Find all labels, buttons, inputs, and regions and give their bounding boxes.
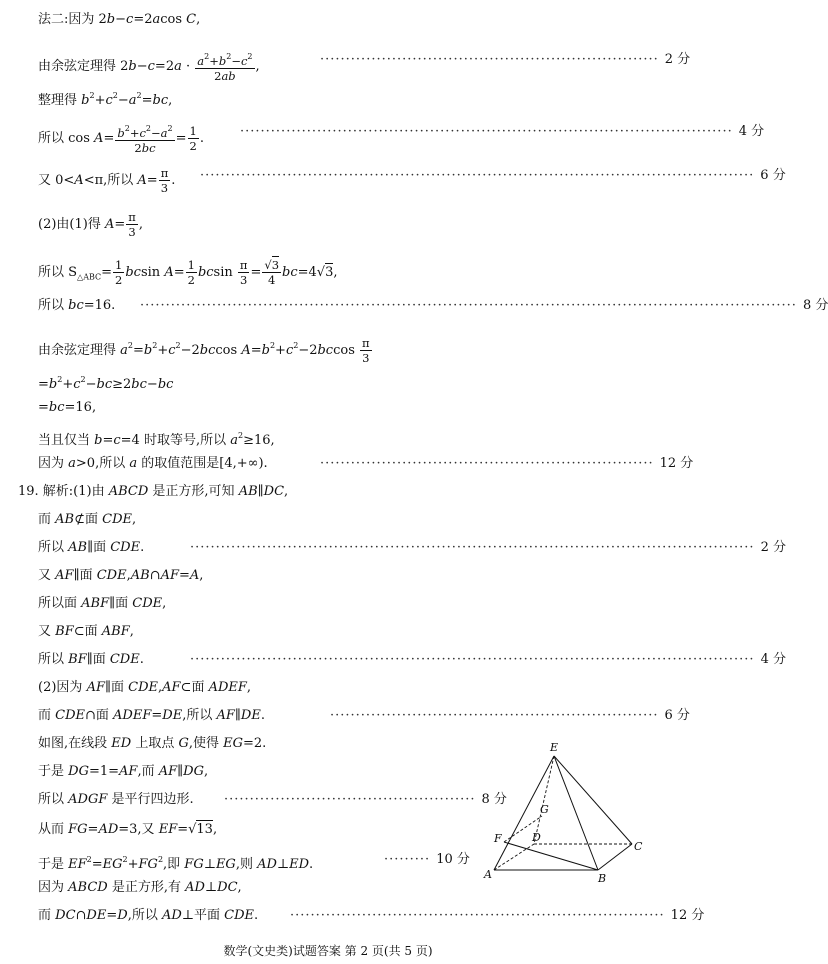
solution-line [38, 400, 96, 416]
solution-line [38, 428, 275, 449]
solution-line [38, 680, 251, 696]
solution-line [38, 764, 208, 780]
pyramid-figure [476, 740, 646, 890]
label-G: G [540, 803, 549, 816]
solution-line [38, 736, 266, 752]
line-text: 又 BF⊂面 ABF, [38, 624, 134, 639]
line-text: 所以 bc=16. [38, 298, 116, 313]
line-text: 而 CDE∩面 ADEF=DE,所以 AF∥DE. [38, 708, 265, 723]
score-points: 12 分 [670, 908, 705, 923]
line-text: 所以 ADGF 是平行四边形. [38, 792, 194, 807]
line-text: 所以 cos A= $\frac{b^2+c^2-a^2}{2bc}$ = $\frac{1}{2}$ . [38, 124, 204, 155]
solution-line [18, 484, 288, 500]
line-text: (2)因为 AF∥面 CDE,AF⊂面 ADEF, [38, 680, 252, 695]
solution-line [38, 210, 143, 239]
score-marker: ································································································································ 8 分 [140, 298, 828, 313]
solution-line [38, 298, 115, 314]
line-text: 所以 BF∥面 CDE. [38, 652, 144, 667]
solution-line [38, 852, 313, 873]
page-footer: 数学(文史类)试题答案 第 2 页(共 5 页) [223, 944, 433, 958]
score-marker: ································································································ 4 分 [240, 124, 765, 139]
score-marker: ············································································································ 6 分 [200, 168, 786, 183]
line-text: 于是 DG=1=AF,而 AF∥DG, [38, 764, 209, 779]
line-text: (2)由(1)得 A= $\frac{\pi}{3}$ , [38, 210, 143, 239]
label-D: D [532, 831, 541, 844]
score-points: 4 分 [760, 652, 786, 667]
score-points: 6 分 [760, 168, 786, 183]
score-points: 10 分 [436, 852, 470, 867]
label-C: C [634, 840, 643, 853]
solution-line [38, 336, 373, 365]
line-text: 所以 AB∥面 CDE. [38, 540, 145, 555]
score-marker: ········· 10 分 [384, 852, 470, 867]
line-text: 由余弦定理得 $a^2=b^2+c^2-2bccos$ $A=b^2+c^2-2bccos$ $\frac{\pi}{3}$ [38, 336, 370, 365]
solution-line [38, 624, 134, 640]
line-text: 如图,在线段 ED 上取点 G,使得 EG=2. [38, 736, 267, 751]
solution-line [38, 456, 268, 472]
solution-line [38, 122, 204, 155]
score-marker: ·································································· 2 分 [320, 52, 691, 67]
line-text: =bc=16, [38, 400, 97, 415]
edge-EB [554, 756, 598, 870]
score-marker: ································································ 6 分 [330, 708, 690, 723]
line-text: 由余弦定理得 2b−c=2a · $\frac{a^2+b^2-c^2}{2ab}$ , [38, 52, 260, 83]
score-points: 8 分 [481, 792, 507, 807]
score-marker: ················································· 8 分 [224, 792, 507, 807]
solution-line [38, 652, 144, 668]
line-text: $=b^2+c^2-bc\ge 2bc-bc$ [38, 375, 174, 392]
line-text: 当且仅当 b=c=4 时取等号,所以 $a^2\ge 16$, [38, 431, 275, 448]
label-F: F [494, 832, 502, 845]
score-points: 2 分 [760, 540, 786, 555]
solution-line [38, 822, 217, 838]
solution-line [38, 792, 194, 808]
score-points: 2 分 [664, 52, 691, 67]
score-marker: ·············································································································· 2 分 [190, 540, 786, 555]
solution-line [38, 88, 172, 109]
edge-AD [494, 844, 534, 870]
score-points: 12 分 [659, 456, 694, 471]
score-points: 6 分 [664, 708, 690, 723]
line-text: 于是 $EF^2=EG^2+FG^2$,即 FG⊥EG,则 AD⊥ED. [38, 855, 314, 872]
solution-line [38, 166, 175, 195]
label-E: E [550, 741, 559, 754]
line-text: 又 0<A<π,所以 A= $\frac{\pi}{3}$ . [38, 166, 176, 195]
solution-line [38, 512, 136, 528]
solution-line [38, 50, 260, 83]
score-marker: ································································· 12 分 [320, 456, 694, 471]
line-text: 而 DC∩DE=D,所以 AD⊥平面 CDE. [38, 908, 259, 923]
line-text: 整理得 $b^2+c^2-a^2=bc$, [38, 91, 173, 108]
solution-line [38, 568, 203, 584]
line-text: 法二:因为 2b−c=2acos C, [38, 12, 201, 27]
solution-line [38, 540, 144, 556]
line-text: 因为 ABCD 是正方形,有 AD⊥DC, [38, 880, 242, 895]
edge-BC [598, 844, 632, 870]
score-points: 8 分 [802, 298, 828, 313]
solution-line [38, 258, 338, 287]
score-marker: ········································································· 12 分 [290, 908, 705, 923]
line-text: 19. 解析:(1)由 ABCD 是正方形,可知 AB∥DC, [18, 484, 289, 499]
line-text: 所以 $S_{\triangle ABC}=$ $\frac{1}{2}$ bcsin A= $\frac{1}{2}$ bcsin $\frac{\pi}{3}$ = $\frac{√3}{4}$ bc=4√3, [38, 258, 338, 287]
edge-EC [554, 756, 632, 844]
solution-line [38, 372, 173, 393]
edge-FB [504, 842, 598, 870]
line-text: 所以面 ABF∥面 CDE, [38, 596, 167, 611]
solution-line [38, 880, 242, 896]
line-text: 又 AF∥面 CDE,AB∩AF=A, [38, 568, 204, 583]
line-text: 因为 a>0,所以 a 的取值范围是[4,+∞). [38, 456, 268, 471]
score-marker: ·············································································································· 4 分 [190, 652, 786, 667]
label-B: B [598, 872, 607, 885]
solution-line [38, 596, 166, 612]
solution-line [38, 12, 200, 28]
label-A: A [484, 868, 492, 881]
line-text: 从而 FG=AD=3,又 EF=√13, [38, 822, 218, 837]
line-text: 而 AB⊄面 CDE, [38, 512, 137, 527]
solution-line [38, 908, 258, 924]
solution-line [38, 708, 265, 724]
score-points: 4 分 [738, 124, 765, 139]
